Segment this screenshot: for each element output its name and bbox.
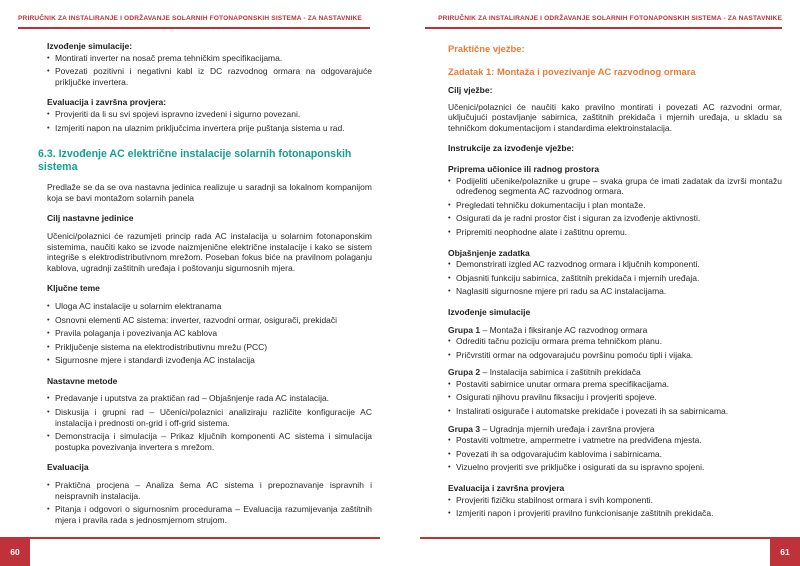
bullet-text: Pričvrstiti ormar na odgovarajuću površinu pomoću tipli i vijaka.: [456, 349, 694, 360]
subsection-heading: Cilj vježbe:: [448, 85, 493, 95]
bullet-marker-icon: •: [448, 378, 451, 388]
bullet-item: [448, 200, 782, 211]
bullet-text: Postaviti voltmetre, ampermetre i vatmetre na predviđena mjesta.: [456, 435, 702, 446]
bullet-item: [47, 431, 372, 452]
running-header-right: PRIRUČNIK ZA INSTALIRANJE I ODRŽAVANJE SOLARNIH FOTONAPONSKIH SISTEMA - ZA NASTAVNIKE: [438, 15, 782, 22]
bullet-item: [448, 176, 782, 197]
subsection-heading: Cilj nastavne jedinice: [47, 213, 134, 224]
bullet-item: [448, 213, 782, 224]
group-label: Grupa 2: [448, 367, 481, 378]
group-heading: [448, 424, 782, 435]
bullet-item: [448, 449, 782, 460]
bullet-marker-icon: •: [448, 494, 451, 504]
bullet-text: Instalirati osigurače i automatske prekidače i povezati ih sa sabirnicama.: [456, 406, 729, 417]
bullet-item: [47, 480, 372, 501]
bullet-item: [448, 508, 782, 519]
running-header-rule-left: [18, 27, 370, 29]
bullet-item: [448, 259, 782, 270]
bullet-marker-icon: •: [448, 175, 451, 185]
paragraph: Predlaže se da se ova nastavna jedinica realizuje u saradnji sa lokalnom kompanijom koja se bavi montažom solarnih panela: [47, 182, 372, 203]
bullet-item: [47, 328, 372, 339]
bullet-text: Vizuelno provjeriti sve priključke i osigurati da su ispravno spojeni.: [456, 462, 705, 473]
bullet-text: Odrediti tačnu poziciju ormara prema tehničkom planu.: [456, 336, 662, 347]
bullet-marker-icon: •: [47, 52, 50, 62]
section-heading: 6.3. Izvođenje AC električne instalacije solarnih fotonaponskih sistema: [38, 148, 352, 174]
bullet-marker-icon: •: [448, 226, 451, 236]
group-heading: [448, 367, 782, 378]
bullet-marker-icon: •: [448, 259, 451, 269]
subsection-heading: Evaluacija: [47, 462, 89, 473]
bullet-item: [448, 273, 782, 284]
bullet-marker-icon: •: [448, 199, 451, 209]
bullet-text: Sigurnosne mjere i standardi izvođenja AC instalacija: [55, 355, 255, 366]
subsection-heading: Evaluacija i završna provjera: [448, 483, 565, 494]
bullet-marker-icon: •: [47, 407, 50, 417]
group-heading: [448, 325, 782, 336]
page-right-content: [448, 43, 782, 519]
paragraph: Učenici/polaznici će razumjeti princip rada AC instalacija u solarnim fotonaponskim sistemima, naučiti kako se izvode naizmjenične električne instalacije i kako se sistem integriše s elektrodistributivnom mrežom. Poseban fokus biće na pravilnom polaganju kablova, ugradnji zaštitnih uređaja i poštovanju sigurnosnih mjera.: [47, 230, 372, 273]
bullet-item: [47, 301, 372, 312]
bullet-text: Uloga AC instalacije u solarnim elektranama: [55, 300, 222, 311]
bullet-marker-icon: •: [47, 122, 50, 132]
bullet-text: Diskusija i grupni rad – Učenici/polaznici analiziraju različite konfiguracije AC instalacija i prednosti on-grid i off-grid sistema.: [55, 407, 372, 428]
bullet-text: Osigurati njihovu pravilnu fiksaciju i provjeriti spojeve.: [456, 392, 657, 403]
bullet-marker-icon: •: [448, 272, 451, 282]
bullet-text: Izmjeriti napon na ulaznim priključcima invertera prije puštanja sistema u rad.: [55, 122, 345, 133]
bullet-marker-icon: •: [448, 286, 451, 296]
subsection-heading: Evaluacija i završna provjera:: [47, 97, 167, 108]
bullet-text: Povezati pozitivni i negativni kabl iz DC razvodnog ormara na odgovarajuće priključke invertera.: [55, 66, 372, 87]
bullet-item: [47, 53, 372, 64]
group-title: – Ugradnja mjernih uređaja i završna provjera: [480, 423, 655, 434]
bullet-item: [448, 350, 782, 361]
bullet-marker-icon: •: [47, 341, 50, 351]
bullet-marker-icon: •: [448, 435, 451, 445]
bullet-text: Postaviti sabirnice unutar ormara prema specifikacijama.: [456, 378, 670, 389]
bullet-marker-icon: •: [448, 349, 451, 359]
bullet-item: [47, 123, 372, 134]
bullet-text: Priključenje sistema na elektrodistributivnu mrežu (PCC): [55, 341, 268, 352]
bullet-item: [47, 407, 372, 428]
bullet-marker-icon: •: [47, 480, 50, 490]
bullet-text: Pravila polaganja i povezivanja AC kablova: [55, 328, 218, 339]
bullet-item: [47, 504, 372, 525]
subsection-heading: Izvođenje simulacije: [448, 306, 531, 317]
bullet-item: [47, 393, 372, 404]
bullet-marker-icon: •: [47, 66, 50, 76]
page-left-content: [38, 41, 372, 525]
bullet-text: Objasniti funkciju sabirnica, zaštitnih prekidača i mjernih uređaja.: [456, 272, 700, 283]
bullet-text: Praktična procjena – Analiza šema AC sistema i prepoznavanje ispravnih i neispravnih instalacija.: [55, 480, 372, 501]
subsection-heading: Priprema učionice ili radnog prostora: [448, 163, 600, 174]
bullet-marker-icon: •: [47, 431, 50, 441]
bullet-marker-icon: •: [448, 406, 451, 416]
group-label: Grupa 1: [448, 324, 481, 335]
group-title: – Instalacija sabirnica i zaštitnih prekidača: [480, 367, 641, 378]
bullet-marker-icon: •: [47, 328, 50, 338]
subsection-heading: Ključne teme: [47, 283, 100, 294]
bullet-text: Provjeriti da li su svi spojevi ispravno izvedeni i sigurno povezani.: [55, 108, 301, 119]
footer-rule-left: [0, 537, 380, 539]
bullet-marker-icon: •: [47, 108, 50, 118]
bullet-item: [448, 495, 782, 506]
footer-rule-right: [420, 537, 800, 539]
bullet-marker-icon: •: [47, 504, 50, 514]
bullet-text: Montirati inverter na nosač prema tehničkim specifikacijama.: [55, 52, 283, 63]
running-header-rule-right: [425, 27, 782, 29]
page-number-right: 61: [770, 537, 800, 566]
bullet-text: Provjeriti fizičku stabilnost ormara i svih komponenti.: [456, 494, 653, 505]
bullet-marker-icon: •: [448, 448, 451, 458]
paragraph: Učenici/polaznici će naučiti kako pravilno montirati i povezati AC razvodni ormar, uključujući postavljanje sabirnica, zaštitnih prekidača i mjernih uređaja, u skladu sa tehničkom dokumentacijom i standardima elektroinstalacija.: [448, 101, 782, 133]
bullet-item: [448, 462, 782, 473]
subsection-heading: Instrukcije za izvođenje vježbe:: [448, 143, 575, 154]
bullet-marker-icon: •: [47, 300, 50, 310]
bullet-item: [47, 109, 372, 120]
bullet-item: [448, 286, 782, 297]
subsection-heading: Nastavne metode: [47, 375, 118, 386]
bullet-marker-icon: •: [47, 314, 50, 324]
bullet-text: Osigurati da je radni prostor čist i siguran za izvođenje aktivnosti.: [456, 213, 701, 224]
bullet-marker-icon: •: [448, 213, 451, 223]
bullet-text: Demonstracija i simulacija – Prikaz ključnih komponenti AC sistema i simulacija postupka povezivanja invertera s mrežom.: [55, 431, 372, 452]
running-header-left: PRIRUČNIK ZA INSTALIRANJE I ODRŽAVANJE SOLARNIH FOTONAPONSKIH SISTEMA - ZA NASTAVNIKE: [18, 15, 362, 22]
page-number-left: 60: [0, 537, 30, 566]
bullet-text: Predavanje i uputstva za praktičan rad – Objašnjenje rada AC instalacija.: [55, 393, 330, 404]
bullet-text: Podijeliti učenike/polaznike u grupe – svaka grupa će imati zadatak da izvrši montažu određenog segmenta AC razvodnog ormara.: [456, 175, 782, 197]
bullet-marker-icon: •: [448, 392, 451, 402]
bullet-marker-icon: •: [448, 462, 451, 472]
bullet-item: [47, 315, 372, 326]
bullet-item: [47, 342, 372, 353]
exercise-heading: Zadatak 1: Montaža i povezivanje AC razvodnog ormara: [448, 66, 696, 77]
bullet-text: Naglasiti sigurnosne mjere pri radu sa AC instalacijama.: [456, 286, 667, 297]
group-title: – Montaža i fiksiranje AC razvodnog ormara: [480, 324, 648, 335]
bullet-marker-icon: •: [448, 336, 451, 346]
bullet-item: [448, 227, 782, 238]
bullet-item: [448, 379, 782, 390]
bullet-marker-icon: •: [448, 508, 451, 518]
bullet-text: Izmjeriti napon i provjeriti pravilno funkcionisanje zaštitnih prekidača.: [456, 508, 714, 519]
bullet-item: [448, 336, 782, 347]
bullet-marker-icon: •: [47, 355, 50, 365]
bullet-text: Pitanja i odgovori o sigurnosnim procedurama – Evaluacija razumijevanja zaštitnih mjera i pravila rada s jednosmjernom strujom.: [55, 504, 372, 525]
bullet-text: Pripremiti neophodne alate i zaštitnu opremu.: [456, 226, 628, 237]
bullet-marker-icon: •: [47, 393, 50, 403]
bullet-text: Povezati ih sa odgovarajućim kablovima i sabirnicama.: [456, 448, 662, 459]
subsection-heading: Objašnjenje zadatka: [448, 247, 530, 258]
bullet-item: [47, 355, 372, 366]
bullet-item: [47, 66, 372, 87]
subsection-heading: Izvođenje simulacije:: [47, 41, 133, 51]
bullet-item: [448, 435, 782, 446]
bullet-item: [448, 392, 782, 403]
bullet-item: [448, 406, 782, 417]
group-label: Grupa 3: [448, 423, 481, 434]
exercise-heading: Praktične vježbe:: [448, 43, 525, 54]
bullet-text: Osnovni elementi AC sistema: inverter, razvodni ormar, osigurači, prekidači: [55, 314, 338, 325]
bullet-text: Demonstrirati izgled AC razvodnog ormara i ključnih komponenti.: [456, 259, 700, 270]
bullet-text: Pregledati tehničku dokumentaciju i plan montaže.: [456, 199, 646, 210]
